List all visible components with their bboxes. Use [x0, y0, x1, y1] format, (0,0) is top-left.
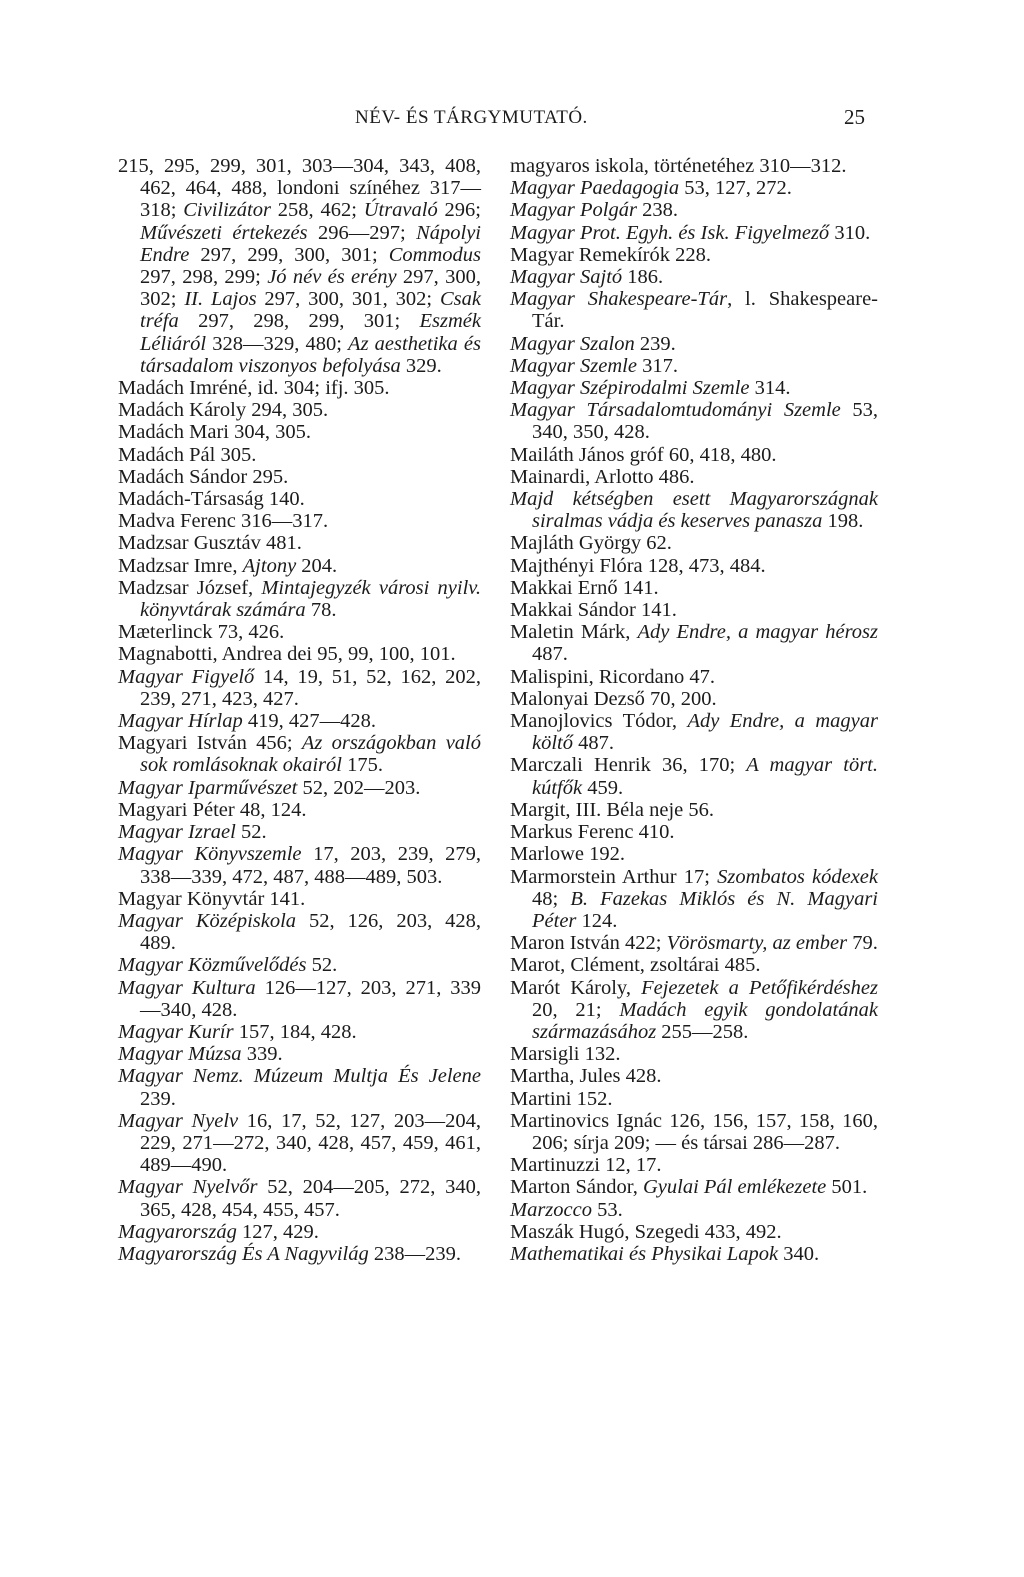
index-entry: Magyar Izrael 52.	[118, 821, 267, 844]
index-entry: Magyar Iparművészet 52, 202—203.	[118, 776, 421, 799]
index-entry: Marlowe 192.	[510, 843, 626, 866]
index-entry: Madách Imréné, id. 304; ifj. 305.	[118, 377, 390, 400]
index-entry: Madách-Társaság 140.	[118, 488, 305, 511]
index-entry: Magyar Nyelvőr 52, 204—205, 272, 340, 365, 428, 454, 455, 457.	[118, 1176, 482, 1221]
index-entry: Martini 152.	[510, 1087, 613, 1110]
index-entry: Majthényi Flóra 128, 473, 484.	[510, 554, 766, 577]
index-entry: Magyar Nemz. Múzeum Multja És Jelene 239.	[118, 1065, 481, 1110]
index-entry: Magyar Kultura 126—127, 203, 271, 339—340, 428.	[118, 976, 482, 1021]
index-entry: Magyar Szemle 317.	[510, 354, 678, 377]
index-entry: Maletin Márk, Ady Endre, a magyar hérosz 487.	[510, 621, 878, 666]
index-entry: Magyar Paedagogia 53, 127, 272.	[510, 177, 792, 200]
index-entry: Magyar Kurír 157, 184, 428.	[118, 1020, 357, 1043]
page-header	[0, 103, 1024, 133]
index-entry: Makkai Ernő 141.	[510, 576, 659, 599]
index-entry: Makkai Sándor 141.	[510, 599, 677, 622]
index-entry: Magnabotti, Andrea dei 95, 99, 100, 101.	[118, 643, 456, 666]
index-entry: Martha, Jules 428.	[510, 1065, 662, 1088]
index-entry: Madách Mari 304, 305.	[118, 421, 311, 444]
index-entry: Magyar Figyelő 14, 19, 51, 52, 162, 202, 239, 271, 423, 427.	[118, 665, 482, 710]
index-entry: Marton Sándor, Gyulai Pál emlékezete 501.	[510, 1176, 868, 1199]
index-entry: Magyar Könyvszemle 17, 203, 239, 279, 338—339, 472, 487, 488—489, 503.	[118, 843, 481, 888]
index-entry: Magyar Szalon 239.	[510, 332, 676, 355]
index-entry: Madách Sándor 295.	[118, 465, 289, 488]
index-entry: Magyar Múzsa 339.	[118, 1043, 283, 1066]
index-entry: Magyar Sajtó 186.	[510, 266, 664, 289]
index-entry: Magyar Prot. Egyh. és Isk. Figyelmező 310.	[510, 221, 871, 244]
running-title: NÉV- ÉS TÁRGYMUTATÓ.	[355, 107, 588, 128]
index-entry: Magyar Szépirodalmi Szemle 314.	[510, 377, 791, 400]
index-column-left	[118, 155, 481, 1265]
index-entry: Marzocco 53.	[510, 1198, 623, 1221]
index-entry: Marsigli 132.	[510, 1043, 621, 1066]
index-entry: Malonyai Dezső 70, 200.	[510, 687, 717, 710]
index-entry: Maron István 422; Vörösmarty, az ember 79.	[510, 932, 878, 955]
index-entry: Madzsar Gusztáv 481.	[118, 532, 302, 555]
index-entry: Majláth György 62.	[510, 532, 672, 555]
index-entry: Marczali Henrik 36, 170; A magyar tört. kútfők 459.	[510, 754, 879, 799]
index-entry: Marót Károly, Fejezetek a Petőfikérdéshez 20, 21; Madách egyik gondolatának származásához 255—258.	[510, 976, 878, 1043]
index-entry: Madách Pál 305.	[118, 443, 257, 466]
page-number: 25	[844, 105, 865, 129]
index-entry: Madva Ferenc 316—317.	[118, 510, 329, 533]
index-column-right	[510, 155, 878, 1265]
index-entry: Majd kétségben esett Magyarországnak siralmas vádja és keserves panasza 198.	[510, 488, 878, 533]
index-entry: Magyar Polgár 238.	[510, 199, 678, 222]
index-entry: Martinuzzi 12, 17.	[510, 1154, 662, 1177]
index-entry: Magyarország 127, 429.	[118, 1220, 319, 1243]
index-entry: Magyar Hírlap 419, 427—428.	[118, 710, 376, 733]
index-entry: Madzsar Imre, Ajtony 204.	[118, 554, 338, 577]
index-entry: magyaros iskola, történetéhez 310—312.	[510, 155, 847, 177]
index-entry: Magyar Társadalomtudományi Szemle 53, 340, 350, 428.	[510, 399, 879, 444]
index-entry: Magyar Középiskola 52, 126, 203, 428, 489.	[118, 909, 481, 955]
index-entry: Margit, III. Béla neje 56.	[510, 798, 714, 821]
index-entry: Mathematikai és Physikai Lapok 340.	[510, 1242, 820, 1265]
index-entry: Mailáth János gróf 60, 418, 480.	[510, 443, 777, 466]
index-entry: Malispini, Ricordano 47.	[510, 665, 715, 688]
index-entry: Maszák Hugó, Szegedi 433, 492.	[510, 1220, 782, 1243]
index-entry: Marmorstein Arthur 17; Szombatos kódexek 48; B. Fazekas Miklós és N. Magyari Péter 124.	[510, 865, 879, 932]
index-entry: Magyar Shakespeare-Tár, l. Shakespeare-Tár.	[510, 288, 878, 333]
index-entry: Mæterlinck 73, 426.	[118, 621, 285, 644]
index-entry: Magyar Nyelv 16, 17, 52, 127, 203—204, 229, 271—272, 340, 428, 457, 459, 461, 489—490.	[118, 1109, 482, 1177]
index-entry: Madách Károly 294, 305.	[118, 399, 329, 422]
index-entry: Magyari István 456; Az országokban való sok romlásoknak okairól 175.	[118, 732, 482, 777]
index-entry: Magyari Péter 48, 124.	[118, 798, 307, 821]
index-entry: 215, 295, 299, 301, 303—304, 343, 408, 462, 464, 488, londoni színéhez 317—318; Civilizátor 258, 462; Útravaló 296; Művészeti értekezés 296—297; Nápolyi Endre 297, 299, 300, 301; Commodus 297, 298, 299; Jó név és erény 297, 300, 302; II. Lajos 297, 300, 301, 302; Csak tréfa 297, 298, 299, 301; Eszmék Léliáról 328—329, 480; Az aesthetika és társadalom viszonyos befolyása 329.	[118, 155, 482, 377]
index-entry: Magyar Remekírók 228.	[510, 243, 711, 266]
index-entry: Magyarország És A Nagyvilág 238—239.	[118, 1242, 461, 1265]
index-entry: Magyar Könyvtár 141.	[118, 887, 306, 910]
index-entry: Madzsar József, Mintajegyzék városi nyilv. könyvtárak számára 78.	[118, 576, 481, 622]
index-entry: Martinovics Ignác 126, 156, 157, 158, 160, 206; sírja 209; — és társai 286—287.	[510, 1109, 878, 1154]
index-entry: Manojlovics Tódor, Ady Endre, a magyar költő 487.	[510, 710, 879, 755]
index-entry: Marot, Clément, zsoltárai 485.	[510, 954, 761, 977]
index-entry: Markus Ferenc 410.	[510, 821, 675, 844]
index-entry: Mainardi, Arlotto 486.	[510, 465, 695, 488]
index-entry: Magyar Közművelődés 52.	[118, 954, 338, 977]
